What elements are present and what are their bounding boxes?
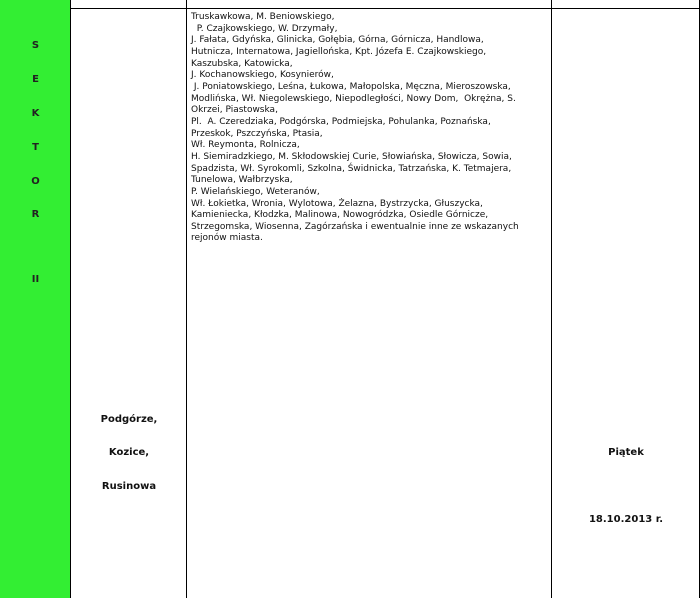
street-line: Tunelowa, Wałbrzyska, [191,175,293,186]
sector-letter: O [31,176,40,187]
street-line: Kaszubska, Katowicka, [191,58,293,69]
streets-list [191,12,547,245]
sector-column [0,0,71,598]
street-line: Kamieniecka, Kłodzka, Malinowa, Nowogródzka, Osiedle Górnicze, [191,210,489,221]
date-column [552,0,700,598]
street-line: J. Poniatowskiego, Leśna, Łukowa, Małopolska, Męczna, Mieroszowska, [191,81,511,92]
area-column [71,0,187,598]
street-line: Strzegomska, Wiosenna, Zagórzańska i ewentualnie inne ze wskazanych [191,221,519,232]
sector-letter: R [31,209,40,220]
street-line: Przeskok, Pszczyńska, Ptasia, [191,128,323,139]
street-line: J. Kochanowskiego, Kosynierów, [191,70,334,81]
street-line: Hutnicza, Internatowa, Jagiellońska, Kpt. Józefa E. Czajkowskiego, [191,46,487,57]
street-line: Spadzista, Wł. Syrokomli, Szkolna, Świdnicka, Tatrzańska, K. Tetmajera, [191,163,512,174]
area-name: Rusinowa [101,481,157,492]
area-name: Kozice, [108,447,150,458]
area-name: Podgórze, [100,414,158,425]
collection-date: 18.10.2013 r. [588,514,664,525]
street-line: Wł. Reymonta, Rolnicza, [191,140,300,151]
sector-number: II [31,274,40,285]
street-line: P. Wielańskiego, Weteranów, [191,186,320,197]
street-line: H. Siemiradzkiego, M. Skłodowskiej Curie, Słowiańska, Słowicza, Sowia, [191,151,512,162]
sector-letter: T [32,142,39,153]
street-line: rejonów miasta. [191,233,263,244]
street-line: Okrzei, Piastowska, [191,105,278,116]
street-line: Pl. A. Czeredziaka, Podgórska, Podmiejska, Pohulanka, Poznańska, [191,116,491,127]
row-divider [71,8,700,9]
street-line: Wł. Łokietka, Wronia, Wylotowa, Żelazna, Bystrzycka, Głuszycka, [191,198,483,209]
street-line: P. Czajkowskiego, W. Drzymały, [191,23,338,34]
weekday: Piątek [608,447,644,458]
sector-letter: K [31,108,40,119]
sector-letter: E [32,74,39,85]
street-line: Truskawkowa, M. Beniowskiego, [191,12,335,22]
street-line: Modlińska, Wł. Niegolewskiego, Niepodległości, Nowy Dom, Okrężna, S. [191,93,516,104]
sector-letter: S [31,40,40,51]
street-line: J. Fałata, Gdyńska, Glinicka, Gołębia, Górna, Górnicza, Handlowa, [191,35,484,46]
